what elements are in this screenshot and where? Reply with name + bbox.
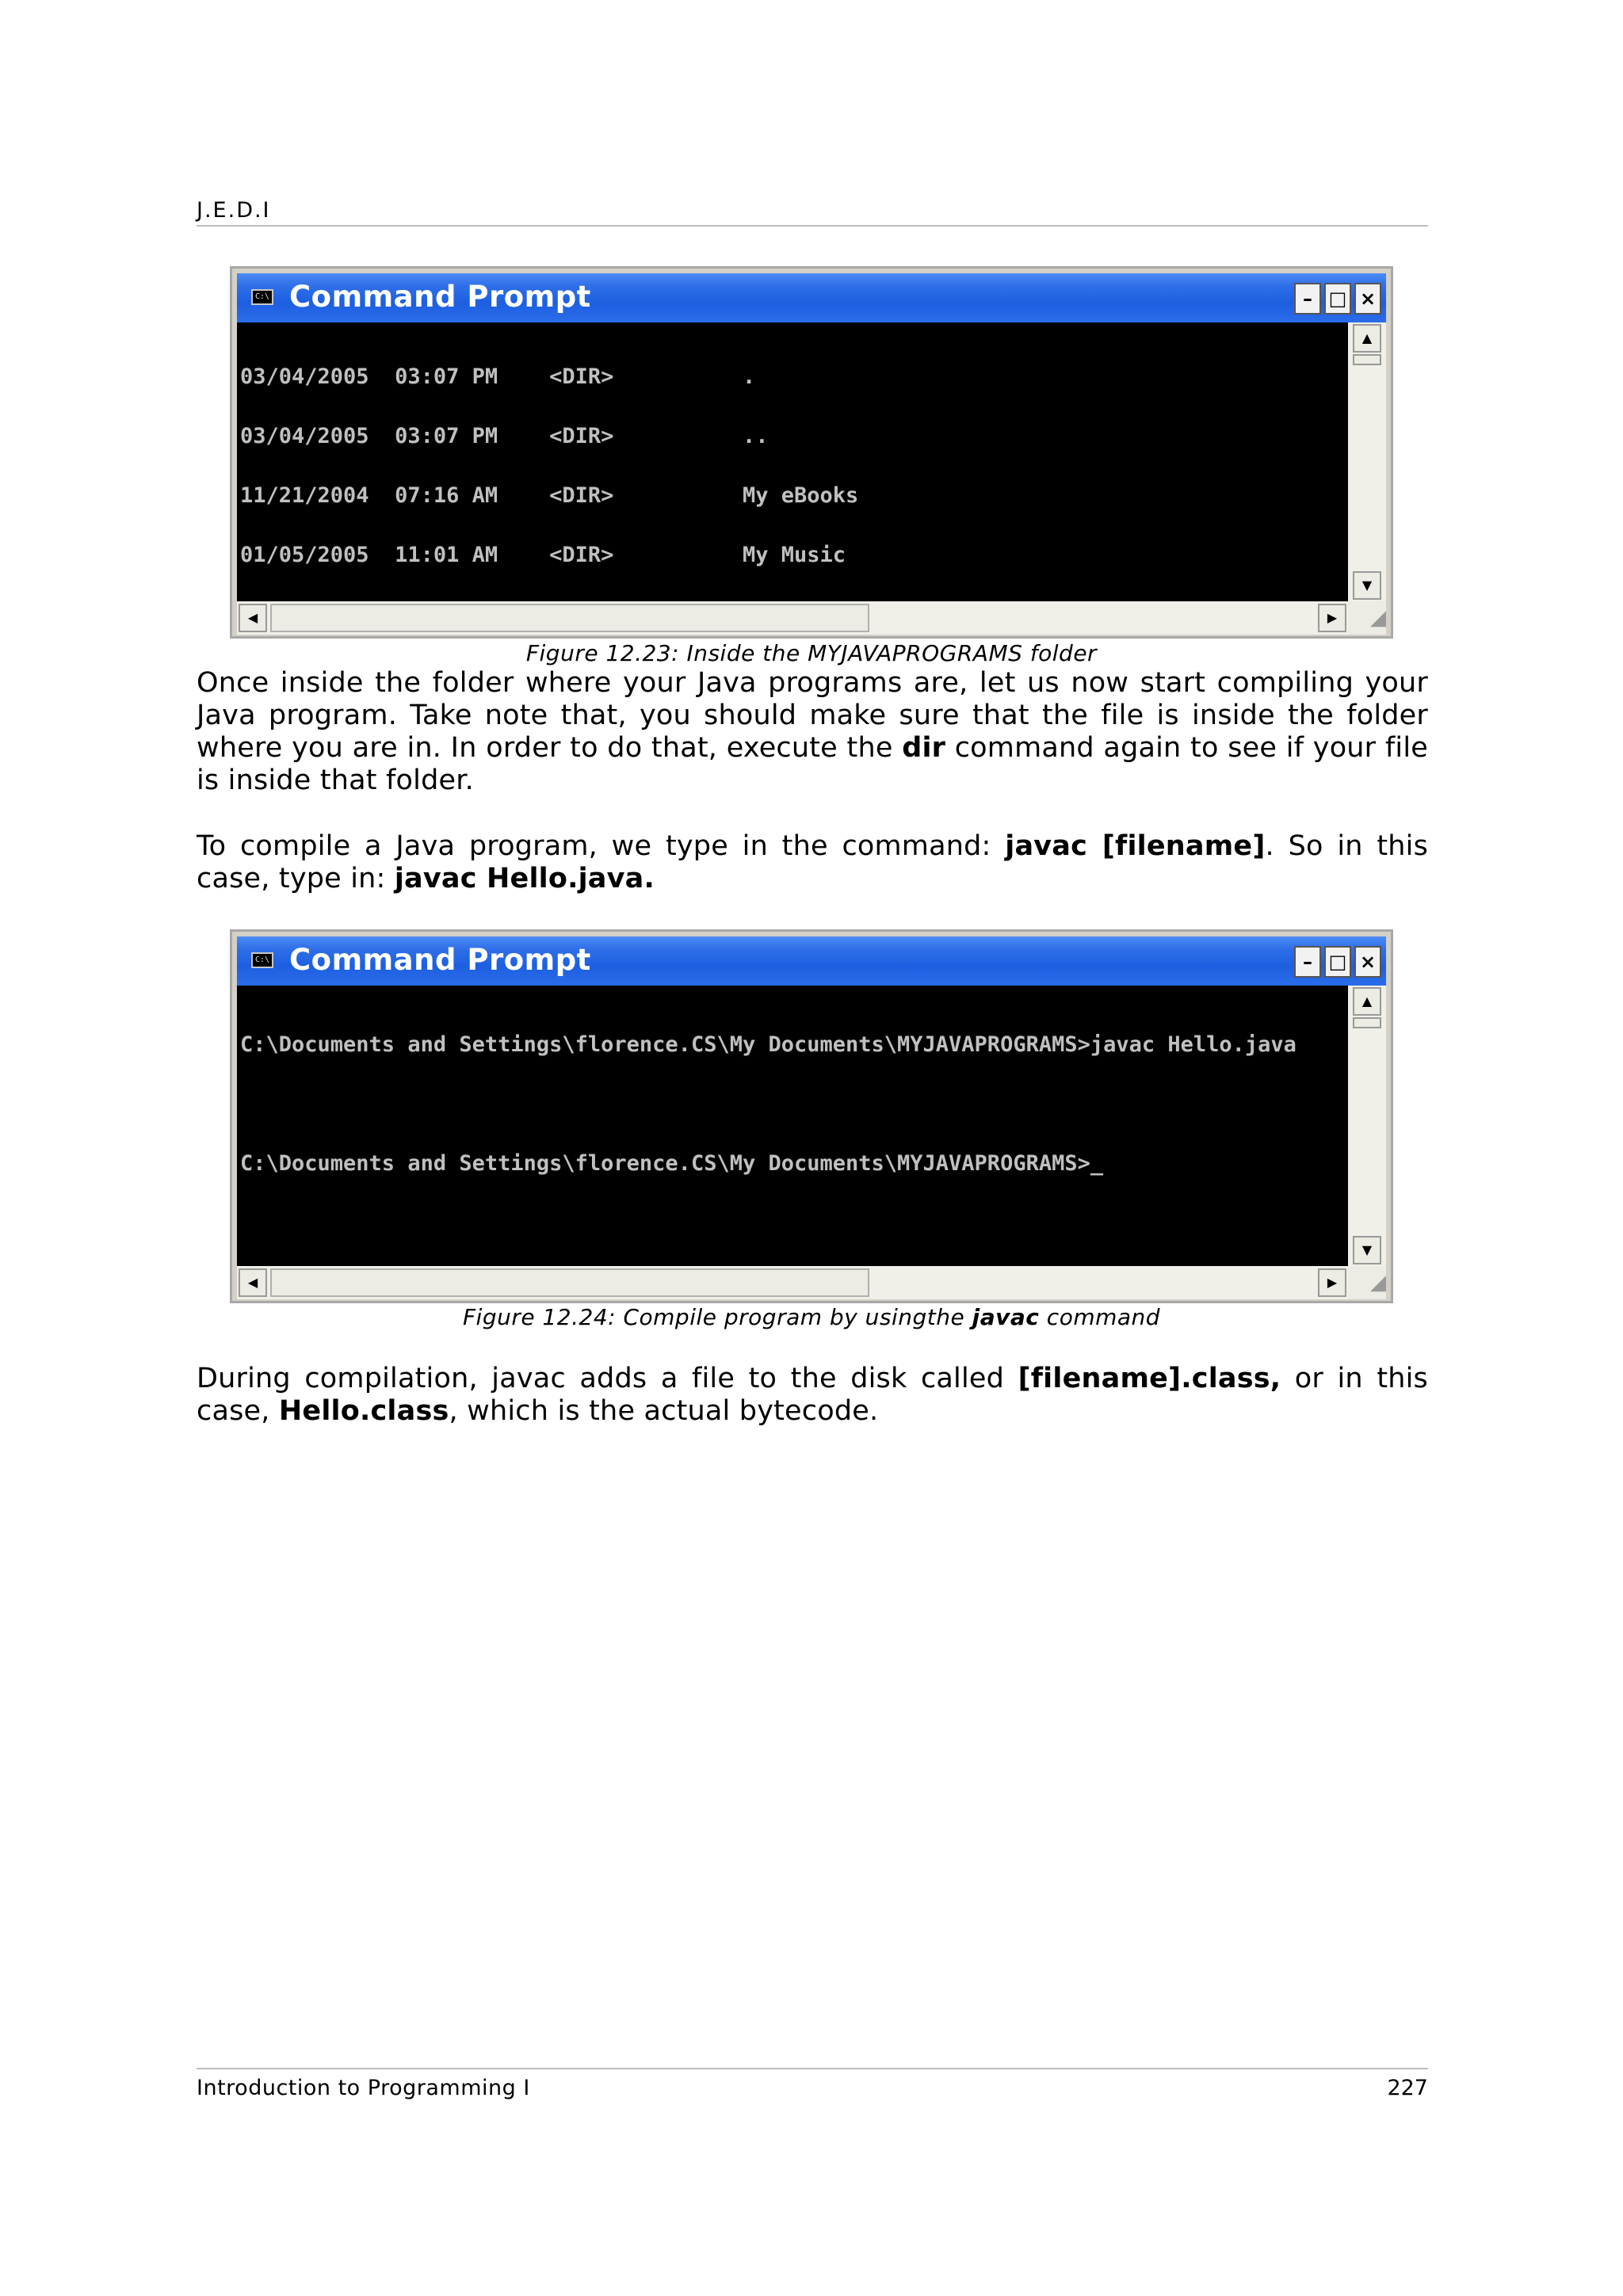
paragraph-2 <box>197 830 1428 895</box>
resize-grip-icon[interactable]: ◢ <box>1348 1266 1386 1299</box>
command-prompt-window-2 <box>230 929 1393 1303</box>
command-prompt-window-1 <box>230 266 1393 639</box>
paragraph-text: , which is the actual bytecode. <box>449 1395 879 1427</box>
console-line: C:\Documents and Settings\florence.CS\My Documents\MYJAVAPROGRAMS>javac Hello.java <box>240 1032 1296 1057</box>
scroll-right-icon[interactable]: ▶ <box>1318 1268 1346 1297</box>
scroll-up-icon[interactable]: ▲ <box>1353 987 1381 1016</box>
caption-text: command <box>1039 1304 1161 1330</box>
console-icon: C:\ <box>251 952 273 968</box>
scroll-thumb[interactable] <box>1353 354 1381 365</box>
console-line: C:\Documents and Settings\florence.CS\My Documents\MYJAVAPROGRAMS>_ <box>240 1151 1104 1176</box>
minimize-button[interactable]: – <box>1294 946 1321 978</box>
scroll-thumb[interactable] <box>1353 1017 1381 1028</box>
console-line: 01/05/2005 11:01 AM <DIR> My Music <box>240 543 846 567</box>
maximize-button[interactable]: □ <box>1324 283 1351 315</box>
page-number: 227 <box>1387 2076 1428 2100</box>
vertical-scrollbar[interactable] <box>1348 322 1386 601</box>
scroll-down-icon[interactable]: ▼ <box>1353 1236 1381 1264</box>
window-titlebar[interactable] <box>237 936 1386 986</box>
figure-caption-2 <box>0 1304 1623 1330</box>
paragraph-text: Once inside the folder where your Java programs are, let us now start compiling your Java program. Take note that, you should make sure that the file is inside the folder where you are in. In order to do that, execute the <box>197 667 1428 764</box>
window-titlebar[interactable] <box>237 273 1386 322</box>
resize-grip-icon[interactable]: ◢ <box>1348 601 1386 635</box>
console-line: 03/04/2005 03:07 PM <DIR> .. <box>240 424 769 448</box>
console-line: 03/04/2005 03:07 PM <DIR> . <box>240 364 756 389</box>
window-title: Command Prompt <box>289 943 591 977</box>
close-button[interactable]: × <box>1354 283 1381 315</box>
scroll-left-icon[interactable]: ◀ <box>239 604 267 632</box>
horizontal-scrollbar[interactable] <box>237 1266 1348 1299</box>
paragraph-bold-text: javac Hello.java. <box>394 863 655 894</box>
paragraph-bold-text: [filename].class, <box>1018 1363 1281 1394</box>
window-title: Command Prompt <box>289 280 591 314</box>
caption-bold-text: javac <box>972 1304 1040 1330</box>
console-line: 11/21/2004 07:16 AM <DIR> My eBooks <box>240 483 859 508</box>
paragraph-text: command again to see if your file is inside that folder. <box>197 732 1428 796</box>
running-header: J.E.D.I <box>197 198 271 223</box>
figure-caption-1: Figure 12.23: Inside the MYJAVAPROGRAMS folder <box>525 640 1098 666</box>
paragraph-text: or in this case, <box>197 1363 1428 1427</box>
close-button[interactable]: × <box>1354 946 1381 978</box>
header-rule <box>197 225 1428 227</box>
paragraph-text: To compile a Java program, we type in the command: <box>197 830 1006 862</box>
footer-title: Introduction to Programming I <box>197 2076 530 2100</box>
scroll-up-icon[interactable]: ▲ <box>1353 324 1381 353</box>
paragraph-bold-text: Hello.class <box>278 1395 449 1427</box>
footer-rule <box>197 2068 1428 2069</box>
maximize-button[interactable]: □ <box>1324 946 1351 978</box>
console-output <box>237 322 1348 601</box>
vertical-scrollbar[interactable] <box>1348 986 1386 1266</box>
console-icon: C:\ <box>251 289 273 305</box>
caption-text: Figure 12.24: Compile program by usingthe <box>462 1304 972 1330</box>
scroll-right-icon[interactable]: ▶ <box>1318 604 1346 632</box>
paragraph-bold-text: dir <box>902 732 946 764</box>
paragraph-text: During compilation, javac adds a file to the disk called <box>197 1363 1018 1394</box>
minimize-button[interactable]: – <box>1294 283 1321 315</box>
scroll-left-icon[interactable]: ◀ <box>239 1268 267 1297</box>
paragraph-3 <box>197 1363 1428 1428</box>
paragraph-text: . So in this case, type in: <box>197 830 1429 894</box>
horizontal-scroll-thumb[interactable] <box>270 604 869 632</box>
console-line <box>240 1094 1348 1114</box>
horizontal-scroll-thumb[interactable] <box>270 1268 869 1297</box>
console-output <box>237 986 1348 1266</box>
paragraph-1 <box>197 667 1428 797</box>
scroll-down-icon[interactable]: ▼ <box>1353 571 1381 600</box>
horizontal-scrollbar[interactable] <box>237 601 1348 635</box>
paragraph-bold-text: javac [filename] <box>1005 830 1266 862</box>
